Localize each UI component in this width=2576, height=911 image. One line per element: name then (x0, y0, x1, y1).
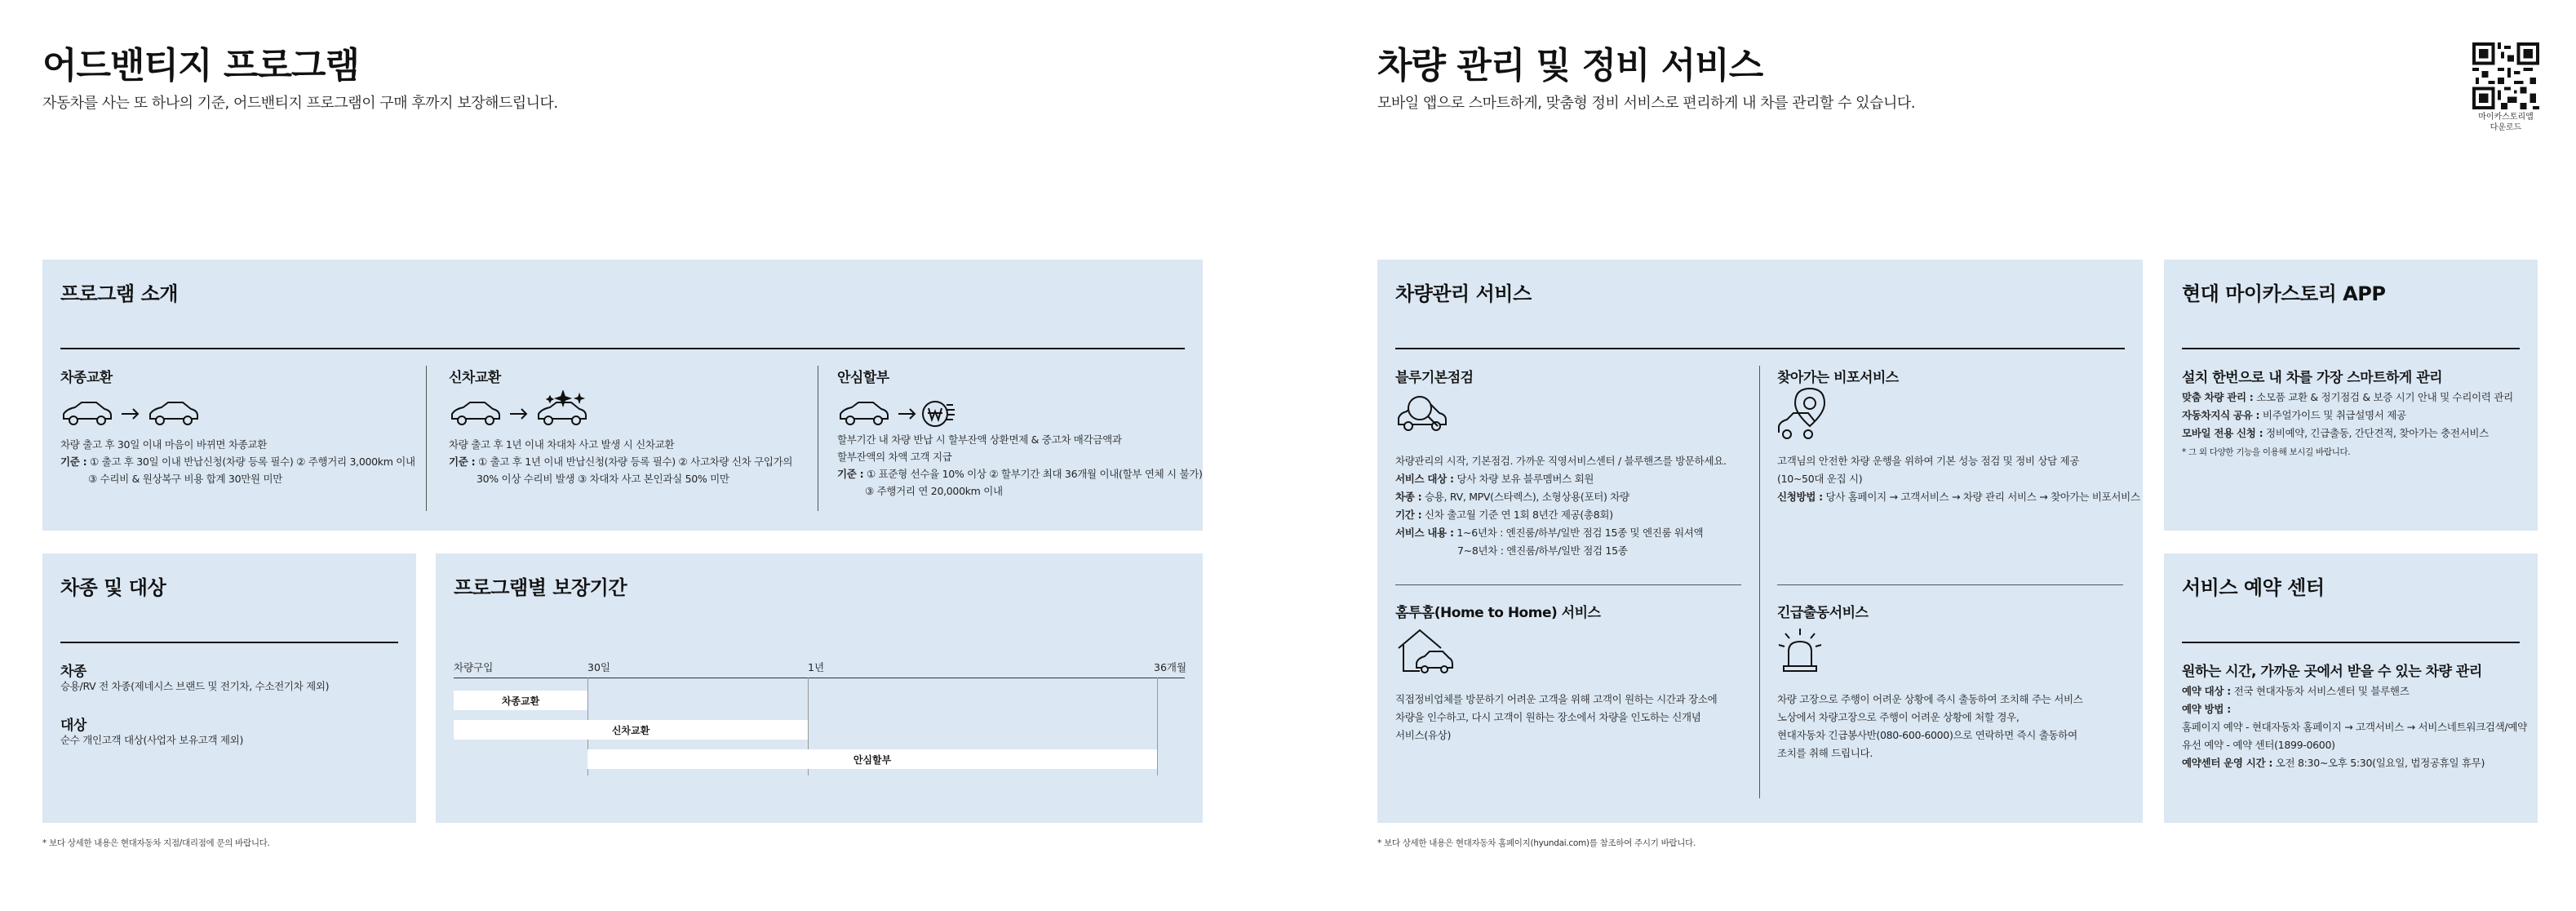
vehicle-type-text: 승용/RV 전 차종(제네시스 브랜드 및 전기차, 수소전기차 제외) (60, 680, 330, 692)
new-car-exchange-heading: 신차교환 (449, 370, 501, 386)
blue-check-row: 기간 : 신차 출고월 기준 연 1회 8년간 제공(총8회) (1395, 509, 1613, 521)
car-exchange-icon (60, 394, 215, 430)
blue-check-row: 7~8년차 : 엔진룸/하부/일반 점검 15종 (1457, 544, 1628, 557)
row-divider (1395, 584, 1741, 585)
bar-installment: 안심할부 (587, 749, 1157, 769)
target-panel (42, 553, 416, 823)
qr-caption: 마이카스토리앱 다운로드 (2478, 113, 2534, 132)
vehicle-type-heading: 차종 (60, 664, 86, 680)
right-footnote: * 보다 상세한 내용은 현대자동차 홈페이지(hyundai.com)를 참조하여 주시기 바랍니다. (1377, 838, 1696, 848)
program-intro-title: 프로그램 소개 (60, 282, 178, 305)
emergency-desc-4: 조치를 취해 드립니다. (1777, 747, 1873, 759)
bar-new-car-exchange: 신차교환 (454, 720, 808, 740)
car-exchange-criteria: 기준 : ① 출고 후 30일 이내 반납신청(차량 등록 필수) ② 주행거리 3,000km 이내 (60, 456, 415, 468)
home-service-heading: 홈투홈(Home to Home) 서비스 (1395, 605, 1601, 621)
program-intro-panel (42, 260, 1203, 531)
visit-service-heading: 찾아가는 비포서비스 (1777, 370, 1899, 386)
vehicle-care-panel (1377, 260, 2143, 823)
reservation-row: 예약 대상 : 전국 현대자동차 서비스센터 및 블루핸즈 (2182, 685, 2410, 697)
divider (60, 642, 398, 643)
car-exchange-desc: 차량 출고 후 30일 이내 마음이 바뀌면 차종교환 (60, 438, 267, 451)
divider (2182, 348, 2520, 349)
emergency-desc: 차량 고장으로 주행이 어려운 상황에 즉시 출동하여 조치해 주는 서비스 (1777, 693, 2083, 705)
reservation-title: 서비스 예약 센터 (2182, 576, 2325, 599)
right-page-title: 차량 관리 및 정비 서비스 (1377, 45, 1763, 87)
target-title: 차종 및 대상 (60, 576, 166, 599)
installment-desc-2: 할부잔액의 차액 고객 지급 (837, 451, 952, 463)
car-exchange-criteria-2: ③ 수리비 & 원상복구 비용 합계 30만원 미만 (88, 473, 282, 485)
home-service-desc: 직접정비업체를 방문하기 어려운 고객을 위해 고객이 원하는 시간과 장소에 (1395, 693, 1718, 705)
tick-1-year: 1년 (808, 661, 825, 673)
left-footnote: * 보다 상세한 내용은 현대자동차 지점/대리점에 문의 바랍니다. (42, 838, 270, 848)
eligibility-text: 순수 개인고객 대상(사업자 보유고객 제외) (60, 734, 244, 746)
visit-service-apply: 신청방법 : 당사 홈페이지 → 고객서비스 → 차량 관리 서비스 → 찾아가는 비포서비스 (1777, 491, 2140, 503)
siren-icon (1777, 625, 1823, 674)
installment-criteria-2: ③ 주행거리 연 20,000km 이내 (865, 485, 1003, 497)
timeline-marker (1157, 678, 1158, 775)
tick-30-days: 30일 (587, 661, 610, 673)
new-car-exchange-desc: 차량 출고 후 1년 이내 차대차 사고 발생 시 신차교환 (449, 438, 675, 451)
location-car-icon (1777, 387, 1836, 439)
reservation-row: 예약센터 운영 시간 : 오전 8:30~오후 5:30(일요일, 법정공휴일 휴무) (2182, 757, 2485, 769)
app-heading: 설치 한번으로 내 차를 가장 스마트하게 관리 (2182, 370, 2443, 386)
app-row: 맞춤 차량 관리 : 소모품 교환 & 정기점검 & 보증 시기 안내 및 수리이력 관리 (2182, 391, 2513, 403)
reservation-row: 홈페이지 예약 - 현대자동차 홈페이지 → 고객서비스 → 서비스네트워크검색/예약 (2182, 721, 2527, 733)
column-divider (1759, 366, 1760, 798)
new-car-exchange-criteria: 기준 : ① 출고 후 1년 이내 반납신청(차량 등록 필수) ② 사고차량 신차 구입가의 (449, 456, 793, 468)
column-divider (426, 366, 427, 511)
blue-check-intro: 차량관리의 시작, 기본점검. 가까운 직영서비스센터 / 블루핸즈를 방문하세요. (1395, 455, 1727, 467)
blue-check-row: 서비스 내용 : 1~6년차 : 엔진룸/하부/일반 점검 15종 및 엔진룸 워셔액 (1395, 527, 1704, 539)
period-panel (436, 553, 1203, 823)
installment-heading: 안심할부 (837, 370, 889, 386)
home-service-desc-2: 차량을 인수하고, 다시 고객이 원하는 장소에서 차량을 인도하는 신개념 (1395, 711, 1701, 723)
new-car-exchange-criteria-2: 30% 이상 수리비 발생 ③ 차대차 사고 본인과실 50% 미만 (477, 473, 729, 485)
car-search-icon (1395, 390, 1454, 436)
row-divider (1777, 584, 2123, 585)
left-page-title: 어드밴티지 프로그램 (42, 45, 359, 87)
divider (60, 348, 1185, 349)
divider (2182, 642, 2520, 643)
app-panel (2164, 260, 2538, 531)
bar-car-exchange: 차종교환 (454, 691, 587, 710)
won-coin-icon (837, 390, 960, 431)
blue-check-heading: 블루기본점검 (1395, 370, 1474, 386)
home-service-desc-3: 서비스(유상) (1395, 729, 1452, 741)
app-note: * 그 외 다양한 기능을 이용해 보시길 바랍니다. (2182, 447, 2351, 457)
tick-36-months: 36개월 (1154, 661, 1187, 673)
installment-criteria: 기준 : ① 표준형 선수율 10% 이상 ② 할부기간 최대 36개월 이내(할부 연체 시 불가) (837, 468, 1203, 480)
app-title: 현대 마이카스토리 APP (2182, 282, 2386, 305)
emergency-desc-3: 현대자동차 긴급봉사반(080-600-6000)으로 연락하면 즉시 출동하여 (1777, 729, 2077, 741)
app-row: 모바일 전용 신청 : 정비예약, 긴급출동, 간단견적, 찾아가는 충전서비스 (2182, 427, 2489, 439)
emergency-desc-2: 노상에서 차량고장으로 주행이 어려운 상황에 처할 경우, (1777, 711, 2020, 723)
reservation-heading: 원하는 시간, 가까운 곳에서 받을 수 있는 차량 관리 (2182, 664, 2482, 680)
visit-service-desc-2: (10~50대 운집 시) (1777, 473, 1863, 485)
reservation-panel (2164, 553, 2538, 823)
vehicle-care-title: 차량관리 서비스 (1395, 282, 1532, 305)
left-page-subtitle: 자동차를 사는 또 하나의 기준, 어드밴티지 프로그램이 구매 후까지 보장해드립니다. (42, 95, 558, 112)
emergency-heading: 긴급출동서비스 (1777, 605, 1869, 621)
installment-desc: 할부기간 내 차량 반납 시 할부잔액 상환면제 & 중고차 매각금액과 (837, 433, 1122, 446)
tick-purchase: 차량구입 (454, 661, 494, 673)
qr-code-icon[interactable] (2472, 42, 2539, 109)
blue-check-row: 차종 : 승용, RV, MPV(스타렉스), 소형상용(포터) 차량 (1395, 491, 1629, 503)
divider (1395, 348, 2125, 349)
house-car-icon (1395, 627, 1454, 676)
visit-service-desc: 고객님의 안전한 차량 운행을 위하여 기본 성능 점검 및 정비 상담 제공 (1777, 455, 2080, 467)
period-title: 프로그램별 보장기간 (454, 576, 627, 599)
app-row: 자동차지식 공유 : 비주얼가이드 및 취급설명서 제공 (2182, 409, 2406, 421)
blue-check-row: 서비스 대상 : 당사 차량 보유 블루멤버스 회원 (1395, 473, 1594, 485)
right-page-subtitle: 모바일 앱으로 스마트하게, 맞춤형 정비 서비스로 편리하게 내 차를 관리할 수 있습니다. (1377, 95, 1915, 112)
new-car-exchange-icon (449, 390, 612, 431)
car-exchange-heading: 차종교환 (60, 370, 113, 386)
reservation-row: 예약 방법 : (2182, 703, 2231, 715)
eligibility-heading: 대상 (60, 718, 86, 734)
reservation-row: 유선 예약 - 예약 센터(1899-0600) (2182, 739, 2335, 751)
